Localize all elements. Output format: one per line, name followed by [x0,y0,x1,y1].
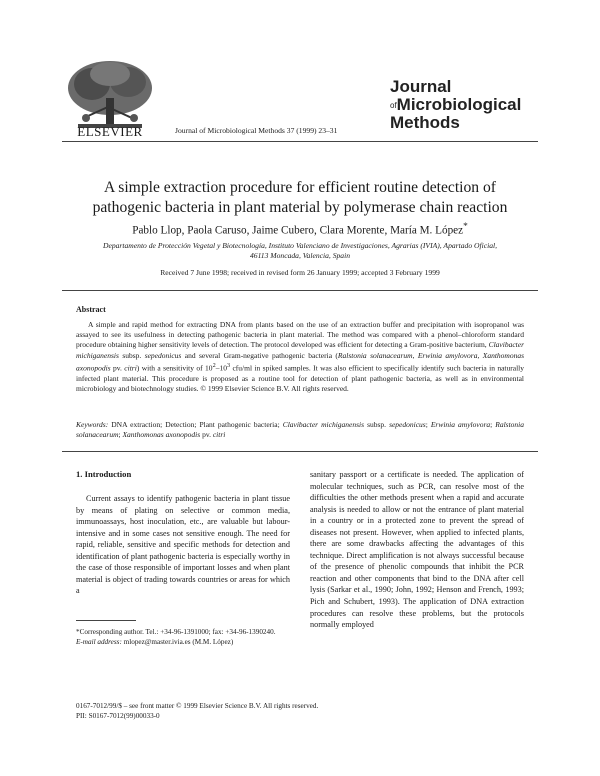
abstract-seg: pv. [110,363,125,373]
footnote-rule [76,620,136,621]
abstract-species: Clavibacter michiganensis [76,340,524,360]
abstract-seg: cfu/ml in spiked samples. It was also efficient to specifically identify such bacteria in naturally infected plant material. This procedure is proposed as a routine tool for detection of plant pathogenic bacteria, as well as in environmental microbiology and biotechnology studies. © 1999 Elsevier Science B.V. All rights reserved. [76,363,525,393]
abstract-species: Ralstonia solanacearum, Erwinia amylovora, Xanthomonas axonopodis [76,350,524,373]
email-label: E-mail address: [76,637,122,646]
keywords-seg: DNA extraction; Detection; Plant pathogenic bacteria; [108,420,283,429]
publisher-name: ELSEVIER [77,124,143,139]
keywords-seg: ; [425,420,431,429]
keywords-seg: ; [118,430,123,440]
abstract-species: citri [124,363,137,373]
copyright-block [76,701,318,721]
affiliation-line2: 46113 Moncada, Valencia, Spain [249,251,351,260]
keywords-label: Keywords: [76,420,109,429]
keywords-seg: subsp. [364,420,390,429]
abstract-seg: and several Gram-negative pathogenic bacteria ( [181,350,338,360]
abstract-sup: 2 [212,361,216,369]
keyword-species: Clavibacter michiganensis [282,420,365,429]
section-heading-introduction: 1. Introduction [76,469,132,479]
abstract-species: sepedonicus [144,350,182,360]
journal-title-line1: Journal [390,77,452,96]
journal-title [390,78,521,132]
pii-line: PII: S0167-7012(99)00033-0 [76,712,160,720]
journal-title-line3: Methods [390,113,460,132]
abstract-bottom-rule [62,451,538,452]
article-title [62,178,538,218]
abstract-sup: 3 [226,361,231,369]
email-note [76,638,290,648]
abstract-seg: ) with a sensitivity of 10 [136,363,213,373]
affiliation-line1: Departamento de Protección Vegetal y Biotecnología, Instituto Valenciano de Investigaciones, Agrarias (IVIA), Apartado Oficial, [102,241,498,250]
authors-text: Pablo Llop, Paola Caruso, Jaime Cubero, Clara Morente, María M. López [132,224,464,237]
abstract-heading: Abstract [76,305,106,314]
abstract-text [76,320,524,394]
keyword-species: sepedonicus [389,420,426,429]
keyword-species: Ralstonia solanacearum [76,420,524,440]
affiliation [80,241,520,261]
corresponding-mark: * [463,222,468,232]
intro-right-column: sanitary passport or a certificate is needed. The application of molecular techniques, such as PCR, can resolve most of the difficulties the other methods present when a rapid and accurate analysis is needed to allow or not the entrance of plant material in a country or in a protected zone to prevent the spread of diseases not present. However, when applied to infected plants, there are some drawbacks affecting the advantages of this technique. Direct amplification is not always successful because of the presence of phenolic compounds that inhibit the PCR reaction and other components that bind to the DNA after cell lysis (Sarkar et al., 1990; John, 1992; Henson and French, 1993; Pich and Schubert, 1993). The application of DNA extraction procedures can resolve these problems, but the protocols normally employed [310,470,524,630]
article-title-line2: pathogenic bacteria in plant material by polymerase chain reaction [92,199,508,216]
intro-left-column: Current assays to identify pathogenic bacteria in plant tissue by means of plating on selective or common media, immunoassays, host inoculation, etc., are valuable but labour-intensive and in some cases not sensitive enough. The need for rapid, reliable, sensitive and specific methods for detection and identification of plant pathogenic bacteria is especially worthy in the case of those responsible of important losses and when plant material is object of trading towards countries or areas for which a [76,494,290,596]
abstract-top-rule [62,290,538,291]
keyword-species: Xanthomonas axonopodis [122,430,201,440]
keyword-species: Erwinia amylovora [430,420,491,429]
article-title-line1: A simple extraction procedure for efficient routine detection of [103,179,496,196]
corresponding-author-note: *Corresponding author. Tel.: +34-96-1391000; fax: +34-96-1390240. [76,628,276,636]
header-rule [62,141,538,142]
keyword-species: citri [212,430,226,440]
journal-citation: Journal of Microbiological Methods 37 (1999) 23–31 [175,126,338,135]
abstract-seg: A simple and rapid method for extracting DNA from plants based on the use of an extraction buffer and precipitation with isopropanol was assayed to see its usefulness in detecting pathogenic bacteria in plant material. The method was compared with a phenol–chloroform standard procedure obtaining higher sensitivity levels of detection. The protocol developed was efficient for detecting a Gram-positive bacterium, [76,320,524,350]
journal-title-line2: Microbiological [396,95,522,114]
email-address: mlopez@master.ivia.es (M.M. López) [121,637,234,646]
abstract-seg: –10 [215,363,227,373]
keywords [76,420,524,440]
footnote [76,628,290,647]
copyright-line: 0167-7012/99/$ – see front matter © 1999 Elsevier Science B.V. All rights reserved. [76,702,319,710]
keywords-seg: ; [490,420,496,429]
journal-title-of: of [390,101,397,110]
abstract-seg: subsp. [118,350,145,360]
author-list [62,222,538,237]
received-dates: Received 7 June 1998; received in revised form 26 January 1999; accepted 3 February 1999 [160,268,440,277]
keywords-seg: pv. [200,430,213,440]
